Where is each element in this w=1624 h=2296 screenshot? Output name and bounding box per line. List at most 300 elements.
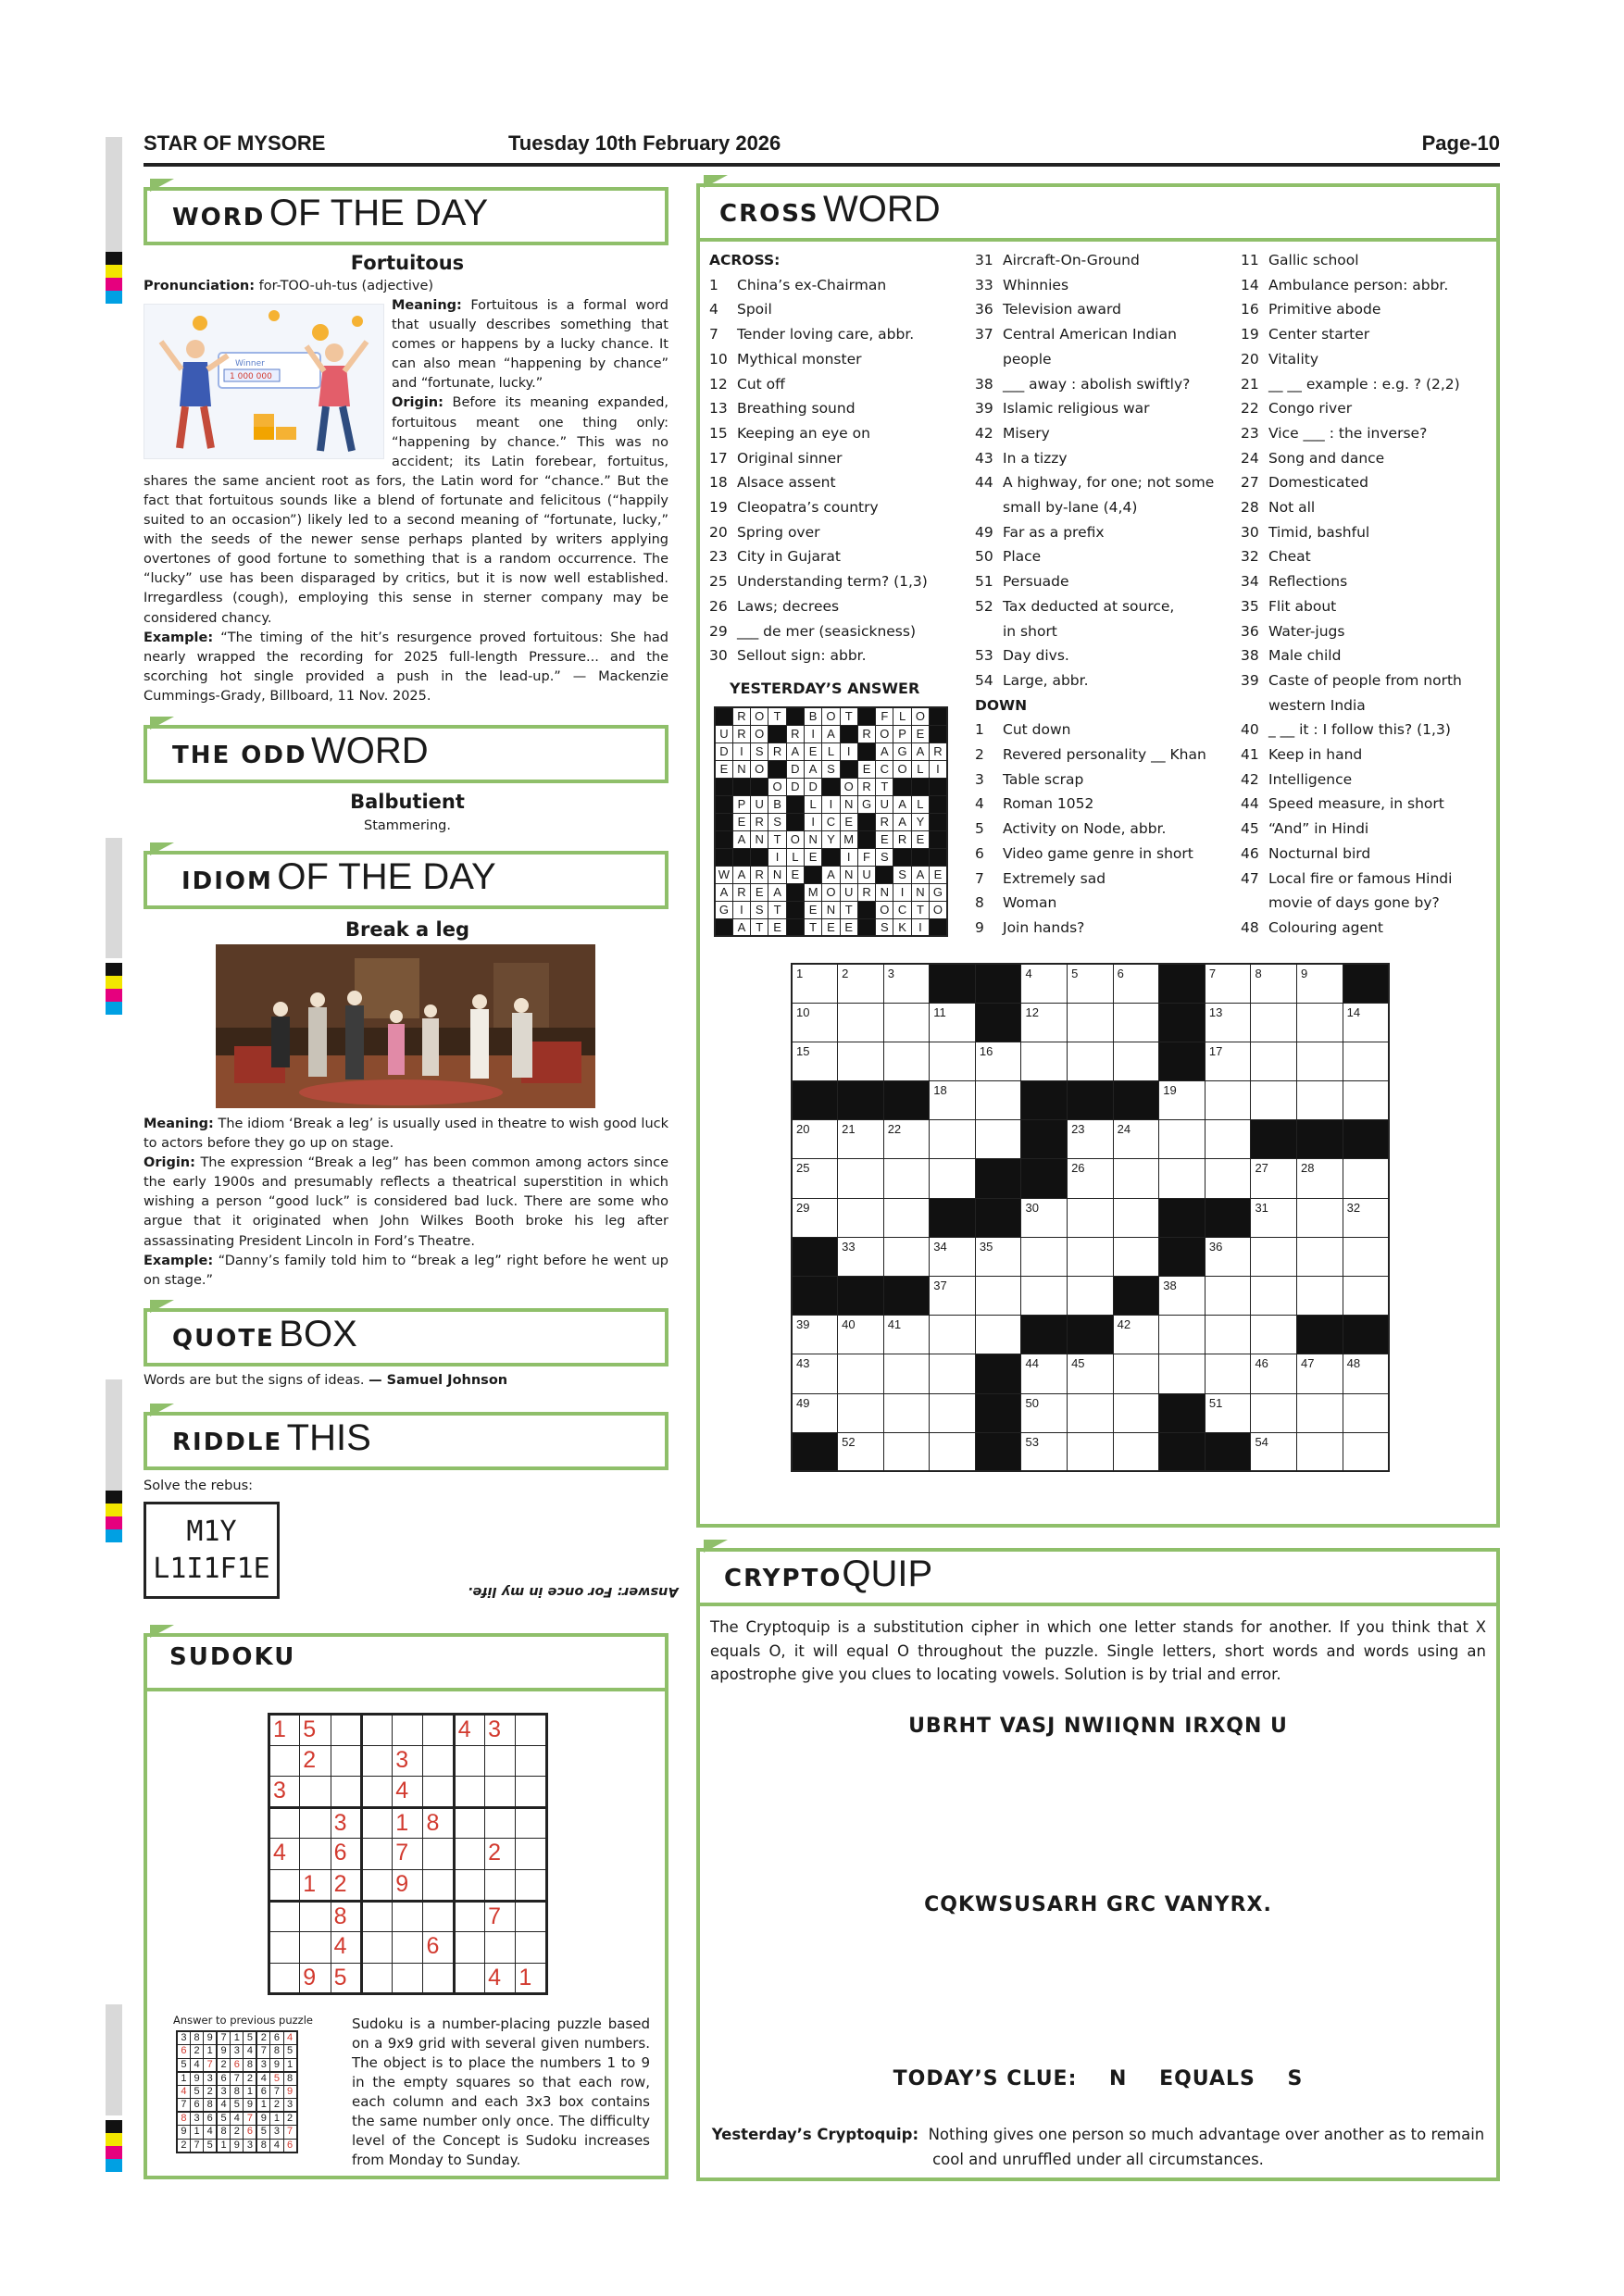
crossword-cell[interactable] xyxy=(838,1393,884,1432)
sudoku-cell[interactable] xyxy=(269,1745,300,1777)
crossword-cell[interactable] xyxy=(1297,1198,1343,1237)
sudoku-cell[interactable] xyxy=(485,1932,516,1964)
crossword-cell[interactable] xyxy=(1251,1159,1297,1198)
clue-number: 2 xyxy=(975,746,984,764)
clue-text: Cut off xyxy=(737,375,785,393)
sudoku-answer-cell: 9 xyxy=(283,2085,296,2099)
clue-item xyxy=(709,297,959,322)
sudoku-answer-cell: 2 xyxy=(244,2072,256,2086)
crossword-cell[interactable] xyxy=(1159,1081,1206,1120)
crossword-cell[interactable] xyxy=(1251,1081,1297,1120)
crossword-cell[interactable] xyxy=(883,1432,930,1471)
crossword-cell[interactable] xyxy=(792,1198,838,1237)
clue-text: Colouring agent xyxy=(1268,918,1383,936)
sudoku-answer-cell: 8 xyxy=(231,2085,244,2099)
crossword-cell[interactable] xyxy=(1297,964,1343,1003)
clue-text: Not all xyxy=(1268,499,1316,517)
crossword-cell[interactable] xyxy=(1021,1277,1068,1316)
answer-letter: E xyxy=(804,742,821,760)
clue-number: 14 xyxy=(1241,276,1259,293)
clue-item xyxy=(975,421,1234,446)
riddle-title: RIDDLE THIS xyxy=(172,1417,371,1458)
crossword-cell[interactable] xyxy=(792,1393,838,1432)
sudoku-answer-cell: 5 xyxy=(256,2126,269,2140)
clue-number: 46 xyxy=(1241,844,1259,862)
sudoku-cell[interactable] xyxy=(300,1901,331,1932)
clue-text: Woman xyxy=(1003,894,1057,912)
svg-text:1 000 000: 1 000 000 xyxy=(230,372,272,381)
clue-text: Join hands? xyxy=(1003,918,1085,936)
crossword-cell[interactable] xyxy=(792,1003,838,1042)
crossword-cell[interactable] xyxy=(1205,1120,1251,1159)
crossword-cell[interactable] xyxy=(792,1316,838,1354)
sudoku-cell[interactable] xyxy=(423,1777,454,1808)
crossword-cell[interactable] xyxy=(1251,1393,1297,1432)
sudoku-cell[interactable] xyxy=(485,1777,516,1808)
answer-letter: E xyxy=(911,830,929,848)
crossword-cell[interactable] xyxy=(1113,1003,1159,1042)
clue-number: 21 xyxy=(1241,375,1259,393)
crossword-cell[interactable] xyxy=(1068,1003,1114,1042)
crossword-cell[interactable] xyxy=(1159,1277,1206,1316)
sudoku-answer-cell: 1 xyxy=(217,2139,230,2152)
crossword-cell[interactable] xyxy=(883,1120,930,1159)
crossword-cell[interactable] xyxy=(1068,964,1114,1003)
answer-letter: R xyxy=(732,725,750,742)
sudoku-cell[interactable] xyxy=(454,1869,484,1901)
crossword-cell[interactable] xyxy=(1297,1237,1343,1276)
clue-item xyxy=(1241,817,1491,842)
crossword-cell[interactable] xyxy=(1343,1393,1389,1432)
answer-letter: N xyxy=(840,795,857,813)
clue-text: Laws; decrees xyxy=(737,597,840,615)
crossword-cell[interactable] xyxy=(1205,1042,1251,1080)
sudoku-answer-cell: 3 xyxy=(177,2031,190,2045)
crossword-cell[interactable] xyxy=(1343,1198,1389,1237)
crossword-black-cell xyxy=(1113,1277,1159,1316)
sudoku-answer-cell: 2 xyxy=(190,2045,203,2059)
svg-text:Winner: Winner xyxy=(235,359,265,368)
sudoku-answer-grid xyxy=(176,2030,298,2153)
sudoku-answer-cell: 4 xyxy=(177,2085,190,2099)
sudoku-answer-cell: 4 xyxy=(204,2126,217,2140)
answer-letter: E xyxy=(732,813,750,830)
crossword-cell[interactable] xyxy=(792,1354,838,1393)
sudoku-cell[interactable] xyxy=(393,1932,423,1964)
sudoku-cell[interactable] xyxy=(331,1745,361,1777)
crossword-grid[interactable] xyxy=(791,963,1390,1472)
clue-text: Video game genre in short xyxy=(1003,844,1193,862)
crossword-cell[interactable] xyxy=(1159,1316,1206,1354)
cell-number: 26 xyxy=(1071,1161,1085,1176)
crossword-cell[interactable] xyxy=(1068,1042,1114,1080)
sudoku-cell[interactable] xyxy=(269,1932,300,1964)
sudoku-description: Sudoku is a number-placing puzzle based on a 9x9 grid with several given numbers. The object is to place the numbers 1 to 9 in the empty squares so that each row, each column and each 3x3 box contains the same number only once. The difficulty level of the Concept is Sudoku increases from Monday to Sunday. xyxy=(352,2015,650,2168)
cell-number: 1 xyxy=(796,967,804,980)
crossword-cell[interactable] xyxy=(930,1277,976,1316)
crossword-cell[interactable] xyxy=(838,1120,884,1159)
sudoku-cell[interactable] xyxy=(516,1839,546,1870)
sudoku-cell: 2 xyxy=(485,1839,516,1870)
crossword-cell[interactable] xyxy=(1343,1354,1389,1393)
answer-black-cell xyxy=(857,813,875,830)
sudoku-cell[interactable] xyxy=(361,1715,392,1746)
clue-number: 44 xyxy=(1241,795,1259,813)
crossword-cell[interactable] xyxy=(1205,1393,1251,1432)
answer-letter: I xyxy=(732,901,750,918)
paper-name: STAR OF MYSORE xyxy=(144,131,326,155)
crossword-cell[interactable] xyxy=(975,1120,1021,1159)
crossword-cell[interactable] xyxy=(883,1198,930,1237)
crossword-cell[interactable] xyxy=(1113,1316,1159,1354)
crossword-cell[interactable] xyxy=(1021,964,1068,1003)
clue-number: 26 xyxy=(709,597,728,615)
sudoku-cell[interactable] xyxy=(516,1901,546,1932)
clue-number: 38 xyxy=(975,375,993,393)
sudoku-cell: 2 xyxy=(300,1745,331,1777)
clue-item xyxy=(709,520,959,545)
sudoku-cell[interactable] xyxy=(516,1745,546,1777)
answer-letter: M xyxy=(840,830,857,848)
sudoku-answer-cell: 1 xyxy=(270,2112,283,2126)
sudoku-cell[interactable] xyxy=(454,1745,484,1777)
answer-letter: A xyxy=(911,742,929,760)
crossword-cell[interactable] xyxy=(1343,1003,1389,1042)
crossword-cell[interactable] xyxy=(1113,964,1159,1003)
crossword-cell[interactable] xyxy=(930,1354,976,1393)
crossword-cell[interactable] xyxy=(1021,1042,1068,1080)
crossword-cell[interactable] xyxy=(1343,1277,1389,1316)
sudoku-cell[interactable] xyxy=(423,1963,454,1994)
crossword-cell[interactable] xyxy=(1021,1237,1068,1276)
sudoku-cell[interactable] xyxy=(361,1745,392,1777)
sudoku-cell[interactable] xyxy=(454,1777,484,1808)
clue-item xyxy=(1241,693,1491,718)
sudoku-cell[interactable] xyxy=(485,1807,516,1839)
crossword-cell[interactable] xyxy=(1113,1354,1159,1393)
crossword-black-cell xyxy=(1343,1316,1389,1354)
crossword-cell[interactable] xyxy=(883,1159,930,1198)
crossword-cell[interactable] xyxy=(930,1003,976,1042)
sudoku-answer-cell: 6 xyxy=(190,2099,203,2113)
sudoku-cell[interactable] xyxy=(269,1807,300,1839)
sudoku-cell[interactable] xyxy=(454,1807,484,1839)
crossword-cell[interactable] xyxy=(1113,1042,1159,1080)
clue-item xyxy=(1241,248,1491,273)
crossword-cell[interactable] xyxy=(1068,1277,1114,1316)
sudoku-answer-cell: 2 xyxy=(256,2031,269,2045)
sudoku-cell[interactable] xyxy=(393,1715,423,1746)
sudoku-cell[interactable] xyxy=(393,1901,423,1932)
crossword-cell[interactable] xyxy=(1159,1159,1206,1198)
crossword-cell[interactable] xyxy=(1068,1432,1114,1471)
cell-number: 3 xyxy=(887,967,894,980)
sudoku-cell[interactable] xyxy=(300,1777,331,1808)
crossword-cell[interactable] xyxy=(1205,1003,1251,1042)
crossword-cell[interactable] xyxy=(975,1237,1021,1276)
crossword-cell[interactable] xyxy=(883,964,930,1003)
crossword-cell[interactable] xyxy=(883,1003,930,1042)
down-clues-1 xyxy=(975,718,1234,940)
answer-letter: C xyxy=(822,813,840,830)
crossword-cell[interactable] xyxy=(838,1003,884,1042)
crossword-cell[interactable] xyxy=(1159,1120,1206,1159)
answer-letter: T xyxy=(876,778,893,795)
crossword-cell[interactable] xyxy=(1297,1003,1343,1042)
sudoku-answer-cell: 4 xyxy=(256,2072,269,2086)
crossword-cell[interactable] xyxy=(1021,1393,1068,1432)
crossword-cell[interactable] xyxy=(1159,1354,1206,1393)
crossword-cell[interactable] xyxy=(930,1316,976,1354)
crossword-cell[interactable] xyxy=(838,1237,884,1276)
sudoku-cell[interactable] xyxy=(361,1839,392,1870)
sudoku-cell[interactable] xyxy=(485,1745,516,1777)
crossword-cell[interactable] xyxy=(883,1393,930,1432)
crossword-cell[interactable] xyxy=(883,1237,930,1276)
crossword-cell[interactable] xyxy=(1113,1198,1159,1237)
cell-number: 27 xyxy=(1255,1161,1268,1176)
cell-number: 39 xyxy=(796,1317,810,1332)
sudoku-cell[interactable] xyxy=(300,1839,331,1870)
clue-item xyxy=(975,842,1234,867)
crossword-cell[interactable] xyxy=(838,1042,884,1080)
answer-letter: T xyxy=(840,901,857,918)
sudoku-cell[interactable] xyxy=(361,1807,392,1839)
sudoku-cell[interactable] xyxy=(361,1777,392,1808)
crossword-cell[interactable] xyxy=(1297,1432,1343,1471)
crossword-cell[interactable] xyxy=(1297,1393,1343,1432)
answer-letter: G xyxy=(893,742,911,760)
sudoku-cell[interactable] xyxy=(331,1777,361,1808)
sudoku-cell[interactable] xyxy=(516,1807,546,1839)
answer-letter: N xyxy=(768,866,786,883)
sudoku-answer-cell: 4 xyxy=(244,2045,256,2059)
crossword-cell[interactable] xyxy=(1251,1432,1297,1471)
clue-text: Activity on Node, abbr. xyxy=(1003,820,1167,838)
crossword-cell[interactable] xyxy=(792,1159,838,1198)
crossword-cell[interactable] xyxy=(883,1354,930,1393)
crossword-cell[interactable] xyxy=(1205,1354,1251,1393)
sudoku-cell[interactable] xyxy=(423,1869,454,1901)
answer-letter: S xyxy=(822,760,840,778)
crossword-cell[interactable] xyxy=(1021,1198,1068,1237)
crossword-cell[interactable] xyxy=(1251,1277,1297,1316)
crossword-cell[interactable] xyxy=(1251,1316,1297,1354)
sudoku-cell[interactable] xyxy=(300,1807,331,1839)
crossword-cell[interactable] xyxy=(1297,1159,1343,1198)
crossword-cell[interactable] xyxy=(1205,1159,1251,1198)
sudoku-cell[interactable] xyxy=(516,1777,546,1808)
clue-number: 13 xyxy=(709,400,728,418)
crossword-cell[interactable] xyxy=(1021,1003,1068,1042)
crossword-cell[interactable] xyxy=(1068,1354,1114,1393)
crossword-cell[interactable] xyxy=(1068,1237,1114,1276)
crossword-cell[interactable] xyxy=(1068,1198,1114,1237)
cell-number: 38 xyxy=(1163,1279,1177,1292)
sudoku-cell[interactable] xyxy=(423,1901,454,1932)
answer-letter: B xyxy=(804,707,821,725)
crossword-cell[interactable] xyxy=(930,1432,976,1471)
crossword-cell[interactable] xyxy=(792,1120,838,1159)
crossword-cell[interactable] xyxy=(1297,1081,1343,1120)
crossword-cell[interactable] xyxy=(838,1198,884,1237)
crossword-cell[interactable] xyxy=(1343,1159,1389,1198)
crossword-cell[interactable] xyxy=(930,1081,976,1120)
crossword-cell[interactable] xyxy=(1021,1354,1068,1393)
sudoku-cell[interactable] xyxy=(485,1869,516,1901)
crossword-cell[interactable] xyxy=(838,964,884,1003)
sudoku-answer-cell: 1 xyxy=(177,2072,190,2086)
clue-text: Large, abbr. xyxy=(1003,671,1089,689)
sudoku-cell[interactable] xyxy=(361,1901,392,1932)
sudoku-answer-cell: 3 xyxy=(270,2126,283,2140)
sudoku-cell[interactable] xyxy=(423,1839,454,1870)
crossword-cell[interactable] xyxy=(1297,1042,1343,1080)
sudoku-cell[interactable] xyxy=(361,1963,392,1994)
crossword-cell[interactable] xyxy=(1343,1042,1389,1080)
cell-number: 23 xyxy=(1071,1122,1085,1137)
sudoku-answer-cell: 1 xyxy=(244,2085,256,2099)
answer-letter: A xyxy=(804,760,821,778)
sudoku-grid[interactable] xyxy=(268,1713,548,1995)
sudoku-cell[interactable] xyxy=(393,1963,423,1994)
down-clues-2 xyxy=(1241,248,1491,941)
answer-letter: L xyxy=(911,795,929,813)
sudoku-cell[interactable] xyxy=(423,1715,454,1746)
answer-letter: N xyxy=(822,901,840,918)
crossword-cell[interactable] xyxy=(1068,1120,1114,1159)
crossword-cell[interactable] xyxy=(975,1081,1021,1120)
answer-letter: O xyxy=(822,883,840,901)
crossword-cell[interactable] xyxy=(1251,1042,1297,1080)
cell-number: 48 xyxy=(1346,1356,1361,1371)
clue-item xyxy=(709,322,959,347)
clue-text: Tender loving care, abbr. xyxy=(737,326,915,343)
crossword-cell[interactable] xyxy=(838,1316,884,1354)
crossword-cell[interactable] xyxy=(930,1159,976,1198)
crossword-title: CROSS WORD xyxy=(719,189,941,230)
crossword-black-cell xyxy=(792,1081,838,1120)
sudoku-cell[interactable] xyxy=(269,1901,300,1932)
answer-letter: E xyxy=(822,918,840,936)
sudoku-cell[interactable] xyxy=(269,1963,300,1994)
sudoku-answer-label: Answer to previous puzzle xyxy=(173,2014,313,2027)
sudoku-answer-cell: 5 xyxy=(204,2139,217,2152)
clue-text: Mythical monster xyxy=(737,350,862,368)
crossword-cell[interactable] xyxy=(1251,1354,1297,1393)
sudoku-cell[interactable] xyxy=(516,1932,546,1964)
answer-letter: T xyxy=(840,707,857,725)
crossword-cell[interactable] xyxy=(1297,1354,1343,1393)
clue-text: Islamic religious war xyxy=(1003,400,1150,418)
crossword-cell[interactable] xyxy=(1021,1432,1068,1471)
sudoku-answer-cell: 3 xyxy=(190,2112,203,2126)
crossword-cell[interactable] xyxy=(1251,1198,1297,1237)
answer-black-cell xyxy=(732,778,750,795)
crossword-cell[interactable] xyxy=(975,1042,1021,1080)
clue-item xyxy=(709,470,959,495)
sudoku-cell[interactable] xyxy=(454,1963,484,1994)
crossword-cell[interactable] xyxy=(1205,1237,1251,1276)
sudoku-cell[interactable] xyxy=(454,1901,484,1932)
crossword-cell[interactable] xyxy=(930,1042,976,1080)
crossword-cell[interactable] xyxy=(883,1042,930,1080)
crossword-cell[interactable] xyxy=(1113,1159,1159,1198)
sudoku-cell[interactable] xyxy=(423,1745,454,1777)
answer-letter: L xyxy=(893,707,911,725)
answer-letter: N xyxy=(732,760,750,778)
crossword-cell[interactable] xyxy=(838,1354,884,1393)
crossword-cell[interactable] xyxy=(792,964,838,1003)
answer-letter: S xyxy=(768,813,786,830)
clue-text: Table scrap xyxy=(1003,770,1084,788)
cell-number: 31 xyxy=(1255,1200,1268,1215)
clue-text: Central American Indian xyxy=(1003,326,1177,343)
crossword-cell[interactable] xyxy=(930,1393,976,1432)
sudoku-cell[interactable] xyxy=(361,1869,392,1901)
crossword-cell[interactable] xyxy=(1297,1277,1343,1316)
sudoku-cell[interactable] xyxy=(300,1932,331,1964)
crossword-cell[interactable] xyxy=(838,1159,884,1198)
crossword-cell[interactable] xyxy=(1205,1277,1251,1316)
answer-letter: I xyxy=(804,725,821,742)
crossword-cell[interactable] xyxy=(1343,1081,1389,1120)
sudoku-title: SUDOKU xyxy=(169,1643,296,1671)
crossword-cell[interactable] xyxy=(1113,1237,1159,1276)
crossword-cell[interactable] xyxy=(883,1316,930,1354)
crossword-cell[interactable] xyxy=(1251,1237,1297,1276)
crossword-cell[interactable] xyxy=(1251,964,1297,1003)
cell-number: 21 xyxy=(842,1122,856,1137)
sudoku-cell[interactable] xyxy=(516,1869,546,1901)
crossword-cell[interactable] xyxy=(1113,1120,1159,1159)
yesterday-label: YESTERDAY’S ANSWER xyxy=(730,680,920,697)
crossword-cell[interactable] xyxy=(975,1316,1021,1354)
crossword-cell[interactable] xyxy=(1068,1393,1114,1432)
crossword-cell[interactable] xyxy=(1113,1432,1159,1471)
crossword-cell[interactable] xyxy=(930,1120,976,1159)
answer-letter: A xyxy=(893,813,911,830)
sudoku-cell[interactable] xyxy=(269,1869,300,1901)
sudoku-cell[interactable] xyxy=(516,1715,546,1746)
clue-number: 20 xyxy=(1241,350,1259,368)
sudoku-cell[interactable] xyxy=(454,1839,484,1870)
crossword-cell[interactable] xyxy=(1343,1432,1389,1471)
clue-text: Timid, bashful xyxy=(1268,523,1370,541)
sudoku-cell[interactable] xyxy=(361,1932,392,1964)
crossword-cell[interactable] xyxy=(1068,1159,1114,1198)
crossword-black-cell xyxy=(930,1198,976,1237)
crossword-cell[interactable] xyxy=(975,1277,1021,1316)
crossword-cell[interactable] xyxy=(838,1432,884,1471)
crossword-black-cell xyxy=(975,964,1021,1003)
crossword-cell[interactable] xyxy=(1113,1393,1159,1432)
answer-black-cell xyxy=(715,848,732,866)
crossword-cell[interactable] xyxy=(1205,1081,1251,1120)
sudoku-cell[interactable] xyxy=(331,1715,361,1746)
sudoku-cell[interactable] xyxy=(454,1932,484,1964)
crossword-cell[interactable] xyxy=(792,1042,838,1080)
crossword-cell[interactable] xyxy=(1205,1316,1251,1354)
crossword-cell[interactable] xyxy=(1205,964,1251,1003)
crossword-cell[interactable] xyxy=(1343,1237,1389,1276)
clue-text: Revered personality __ Khan xyxy=(1003,746,1206,764)
crossword-black-cell xyxy=(1021,1159,1068,1198)
crossword-cell[interactable] xyxy=(1251,1003,1297,1042)
clue-text: Extremely sad xyxy=(1003,869,1106,887)
crossword-cell[interactable] xyxy=(930,1237,976,1276)
answer-letter: S xyxy=(751,742,768,760)
